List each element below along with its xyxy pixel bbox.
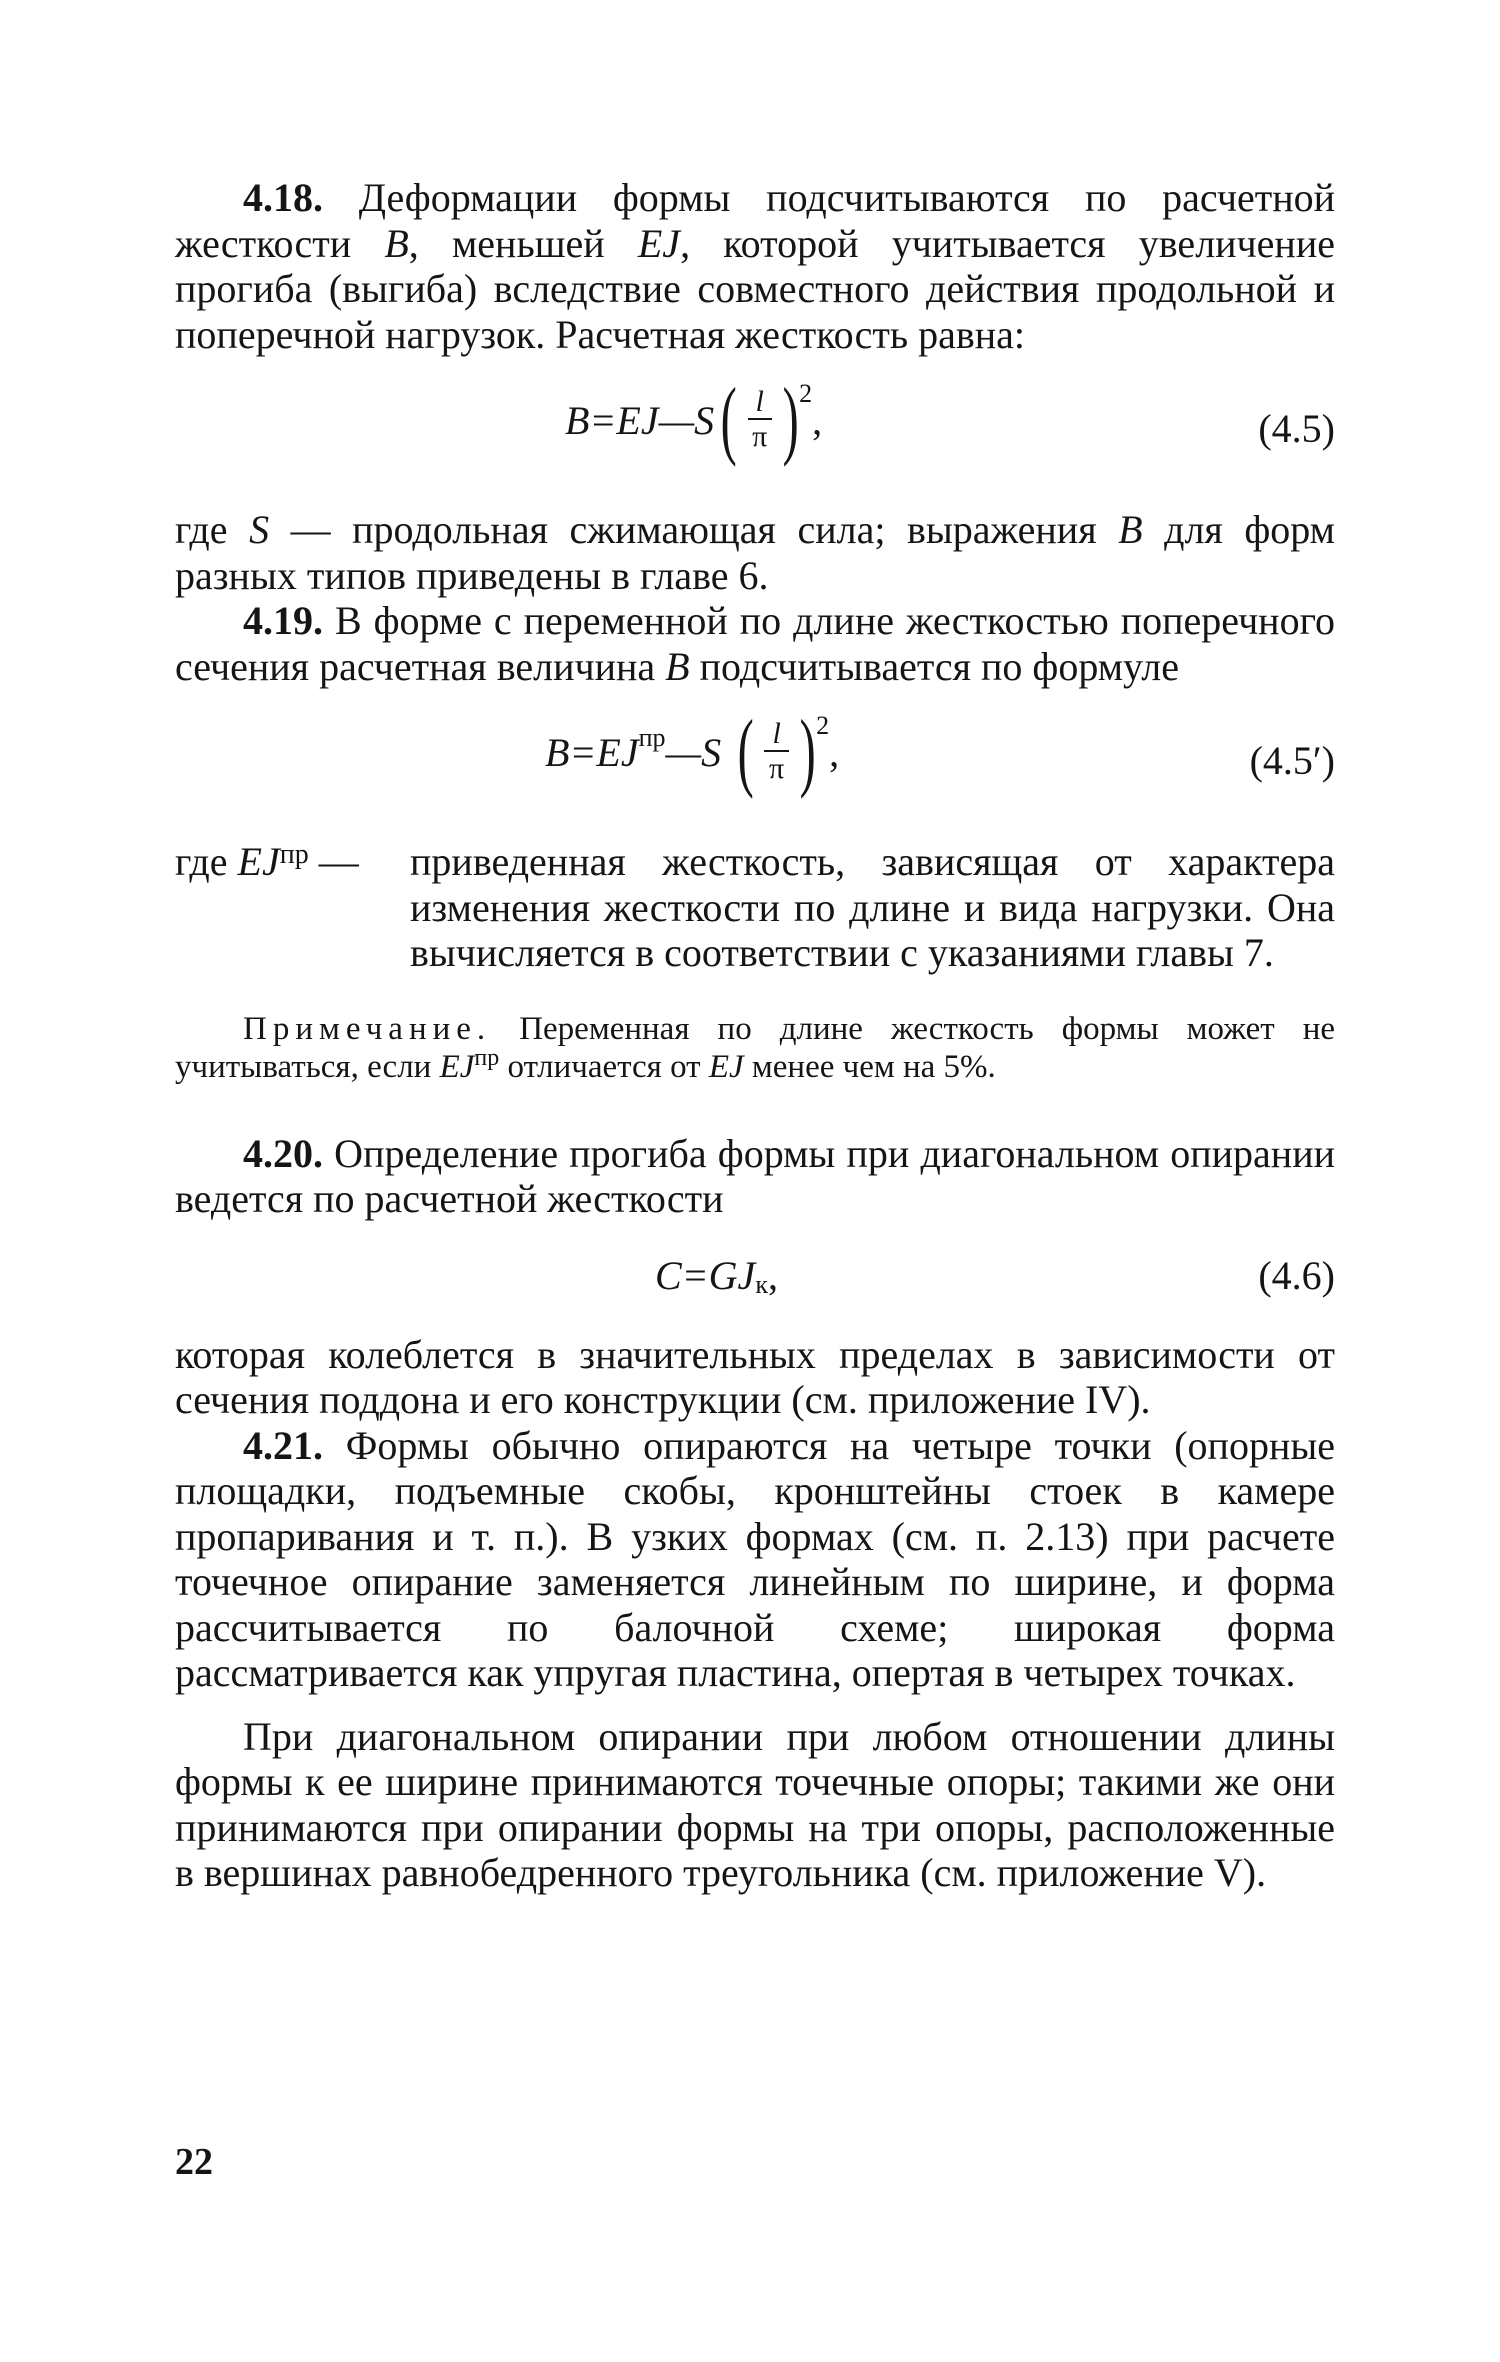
variable: EJ bbox=[637, 220, 681, 266]
text-run: , меньшей bbox=[408, 220, 638, 266]
text-run: Формы обычно опираются на четыре точки (опорные площадки, подъемные скобы, кронштейны стоек в камере пропаривания и т. п.). В узких формах (см. п. 2.13) при расчете точечное опирание заменяется линейным по ширине, и форма рассчитывается по балочной схеме; широкая форма рассматривается как упругая пластина, опертая в четырех точках. bbox=[175, 1422, 1335, 1695]
formula-expression bbox=[565, 371, 823, 468]
page-number: 22 bbox=[175, 2141, 213, 2183]
where-paragraph-1 bbox=[175, 507, 1335, 598]
superscript: пр bbox=[638, 723, 666, 752]
formula-lhs: B=EJ bbox=[545, 729, 639, 775]
spacer bbox=[175, 1089, 1335, 1131]
formula-punct: , bbox=[829, 729, 840, 775]
text-run: для форм разных типов приведены в главе 6. bbox=[175, 507, 1335, 598]
paragraph-4-19 bbox=[175, 598, 1335, 689]
variable: EJ bbox=[708, 1048, 744, 1085]
page-body bbox=[175, 175, 1335, 1896]
paragraph-4-21 bbox=[175, 1423, 1335, 1696]
clause-number: 4.19. bbox=[243, 598, 323, 643]
superscript: пр bbox=[474, 1044, 500, 1071]
subscript: к bbox=[755, 1270, 768, 1299]
denominator: π bbox=[769, 752, 785, 785]
numerator: l bbox=[764, 718, 788, 752]
note-paragraph bbox=[175, 1010, 1335, 1089]
equation-number: (4.5) bbox=[1258, 406, 1335, 451]
formula-punct: , bbox=[767, 1252, 778, 1298]
exponent: 2 bbox=[799, 379, 813, 408]
left-paren: ( bbox=[737, 703, 754, 800]
where-block-2 bbox=[175, 839, 1335, 976]
equation-number: (4.5′) bbox=[1249, 738, 1335, 783]
fraction bbox=[764, 718, 788, 786]
text-run: , которой учитывается увеличение прогиба (выгиба) вследствие совместного действия продольной и поперечной нагрузок. Расчетная жесткость равна: bbox=[175, 220, 1335, 357]
text-run: подсчитывается по формуле bbox=[689, 643, 1180, 689]
formula-4-5 bbox=[175, 357, 1335, 507]
formula-lhs: C=GJ bbox=[655, 1252, 756, 1298]
text-run: отличается от bbox=[499, 1048, 709, 1085]
text-run: В форме с переменной по длине жесткостью поперечного сечения расчетная величина bbox=[175, 598, 1335, 689]
formula-mid: —S bbox=[665, 729, 722, 775]
variable: B bbox=[1118, 507, 1143, 552]
clause-number: 4.21. bbox=[243, 1422, 323, 1468]
formula-4-5-prime bbox=[175, 689, 1335, 839]
variable: EJ bbox=[237, 839, 280, 884]
equation-number: (4.6) bbox=[1258, 1252, 1335, 1298]
superscript: пр bbox=[279, 839, 309, 870]
variable: S bbox=[249, 507, 270, 552]
where-label bbox=[175, 839, 359, 890]
left-paren: ( bbox=[720, 371, 737, 468]
text-run: менее чем на 5%. bbox=[743, 1048, 996, 1085]
paragraph-4-20 bbox=[175, 1131, 1335, 1222]
note-heading: Примечание. bbox=[243, 1010, 492, 1047]
formula-lhs: B=EJ—S bbox=[565, 397, 715, 443]
right-paren: ) bbox=[782, 371, 799, 468]
clause-number: 4.20. bbox=[243, 1130, 323, 1176]
text-run: Деформации формы подсчитываются по расчетной жесткости bbox=[175, 175, 1336, 266]
exponent: 2 bbox=[816, 711, 830, 740]
formula-expression bbox=[655, 1252, 778, 1299]
text-run: где bbox=[175, 507, 250, 552]
clause-number: 4.18. bbox=[243, 175, 323, 220]
text-run: — продольная сжимающая сила; выражения bbox=[269, 507, 1119, 552]
right-paren: ) bbox=[799, 703, 816, 800]
text-run: Переменная по длине жесткость формы может не учитываться, если bbox=[175, 1010, 1335, 1085]
where-definition: приведенная жесткость, зависящая от характера изменения жесткости по длине и вида нагрузки. Она вычисляется в соответствии с указаниями главы 7. bbox=[410, 839, 1335, 975]
fraction bbox=[748, 386, 772, 454]
formula-punct: , bbox=[812, 397, 823, 443]
paragraph-last: При диагональном опирании при любом отношении длины формы к ее ширине принимаются точечные опоры; такими же они принимаются при опирании формы на три опоры, расположенные в вершинах равнобедренного треугольника (см. приложение V). bbox=[175, 1713, 1335, 1895]
paragraph-4-18 bbox=[175, 175, 1335, 357]
variable: B bbox=[384, 220, 409, 266]
spacer bbox=[175, 1696, 1335, 1714]
formula-4-6 bbox=[175, 1222, 1335, 1332]
text-run: Определение прогиба формы при диагональном опирании ведется по расчетной жесткости bbox=[175, 1130, 1335, 1221]
variable: B bbox=[665, 643, 690, 689]
spacer bbox=[175, 976, 1335, 1010]
formula-expression bbox=[545, 703, 840, 800]
numerator: l bbox=[748, 386, 772, 420]
paragraph-after-4-6: которая колеблется в значительных пределах в зависимости от сечения поддона и его конструкции (см. приложение IV). bbox=[175, 1331, 1335, 1422]
text-run: — bbox=[308, 839, 359, 884]
variable: EJ bbox=[439, 1048, 475, 1085]
text-run: где bbox=[175, 839, 238, 884]
denominator: π bbox=[752, 420, 768, 453]
